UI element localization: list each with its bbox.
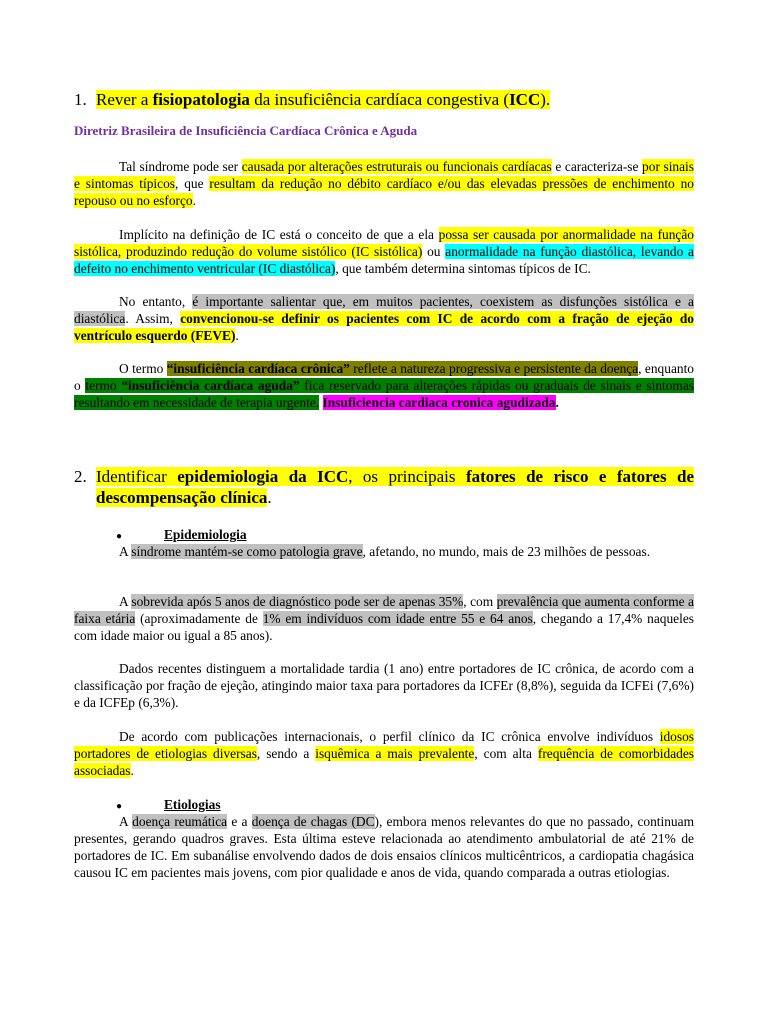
bullet-etiologias: ● Etiologias: [116, 796, 221, 815]
question-1-heading: 1. Rever a fisiopatologia da insuficiência cardíaca congestiva (ICC).: [74, 90, 551, 109]
paragraph-syndrome: A síndrome mantém-se como patologia grave, afetando, no mundo, mais de 23 milhões de pessoas.: [119, 544, 651, 559]
source-subtitle: Diretriz Brasileira de Insuficiência Cardíaca Crônica e Aguda: [74, 123, 418, 138]
paragraph-mortality: Dados recentes distinguem a mortalidade tardia (1 ano) entre portadores de IC crônica, de acordo com a classificação por fração de ejeção, atingindo maior taxa para portadores da ICFEr (8,8%), seguida da ICFEi (7,6%) e da ICFEp (6,3%).: [74, 661, 694, 710]
paragraph-definition: Tal síndrome pode ser causada por alterações estruturais ou funcionais cardíacas e caracteriza-se por sinais e sintomas típicos, que resultam da redução no débito cardíaco e/ou das elevadas pressões de enchimento no repouso ou no esforço.: [74, 159, 694, 208]
paragraph-systolic-diastolic: Implícito na definição de IC está o conceito de que a ela possa ser causada por anormalidade na função sistólica, produzindo redução do volume sistólico (IC sistólica) ou anormalidade na função diastólica, levando a defeito no enchimento ventricular (IC diastólica), que também determina sintomas típicos de IC.: [74, 227, 695, 276]
paragraph-survival: A sobrevida após 5 anos de diagnóstico pode ser de apenas 35%, com prevalência que aumenta conforme a faixa etária (aproximadamente de 1% em indivíduos com idade entre 55 e 64 anos, chegando a 17,4% naqueles com idade maior ou igual a 85 anos).: [74, 594, 694, 643]
bullet-icon: ●: [116, 531, 123, 542]
bullet-epidemiologia: ● Epidemiologia: [116, 526, 247, 545]
bullet-icon: ●: [116, 801, 123, 812]
paragraph-feve: No entanto, é importante salientar que, em muitos pacientes, coexistem as disfunções sistólica e a diastólica. Assim, convencionou-se definir os pacientes com IC de acordo com a fração de ejeção do ventrículo esquerdo (FEVE).: [74, 294, 694, 343]
paragraph-clinical-profile: De acordo com publicações internacionais, o perfil clínico da IC crônica envolve indivíduos idosos portadores de etiologias diversas, sendo a isquêmica a mais prevalente, com alta frequência de comorbidades associadas.: [74, 729, 694, 778]
question-2-heading: 2. Identificar epidemiologia da ICC, os principais fatores de risco e fatores de descompensação clínica.: [74, 467, 694, 507]
paragraph-etiologies: A doença reumática e a doença de chagas (DC), embora menos relevantes do que no passado, continuam presentes, gerando quadros graves. Esta última esteve relacionada ao atendimento ambulatorial de até 21% de portadores de IC. Em subanálise envolvendo dados de dois ensaios clínicos multicêntricos, a cardiopatia chagásica causou IC em pacientes mais jovens, com pior qualidade e anos de vida, quando comparada a outras etiologias.: [74, 814, 694, 880]
question-1-number: 1.: [74, 90, 87, 109]
paragraph-terms: O termo “insuficiência cardíaca crônica” reflete a natureza progressiva e persistente da doença, enquanto o termo “insuficiência cardíaca aguda” fica reservado para alterações rápidas ou graduais de sinais e sintomas resultando em necessidade de terapia urgente. Insuficiencia cardiaca cronica agudizada.: [74, 361, 695, 410]
